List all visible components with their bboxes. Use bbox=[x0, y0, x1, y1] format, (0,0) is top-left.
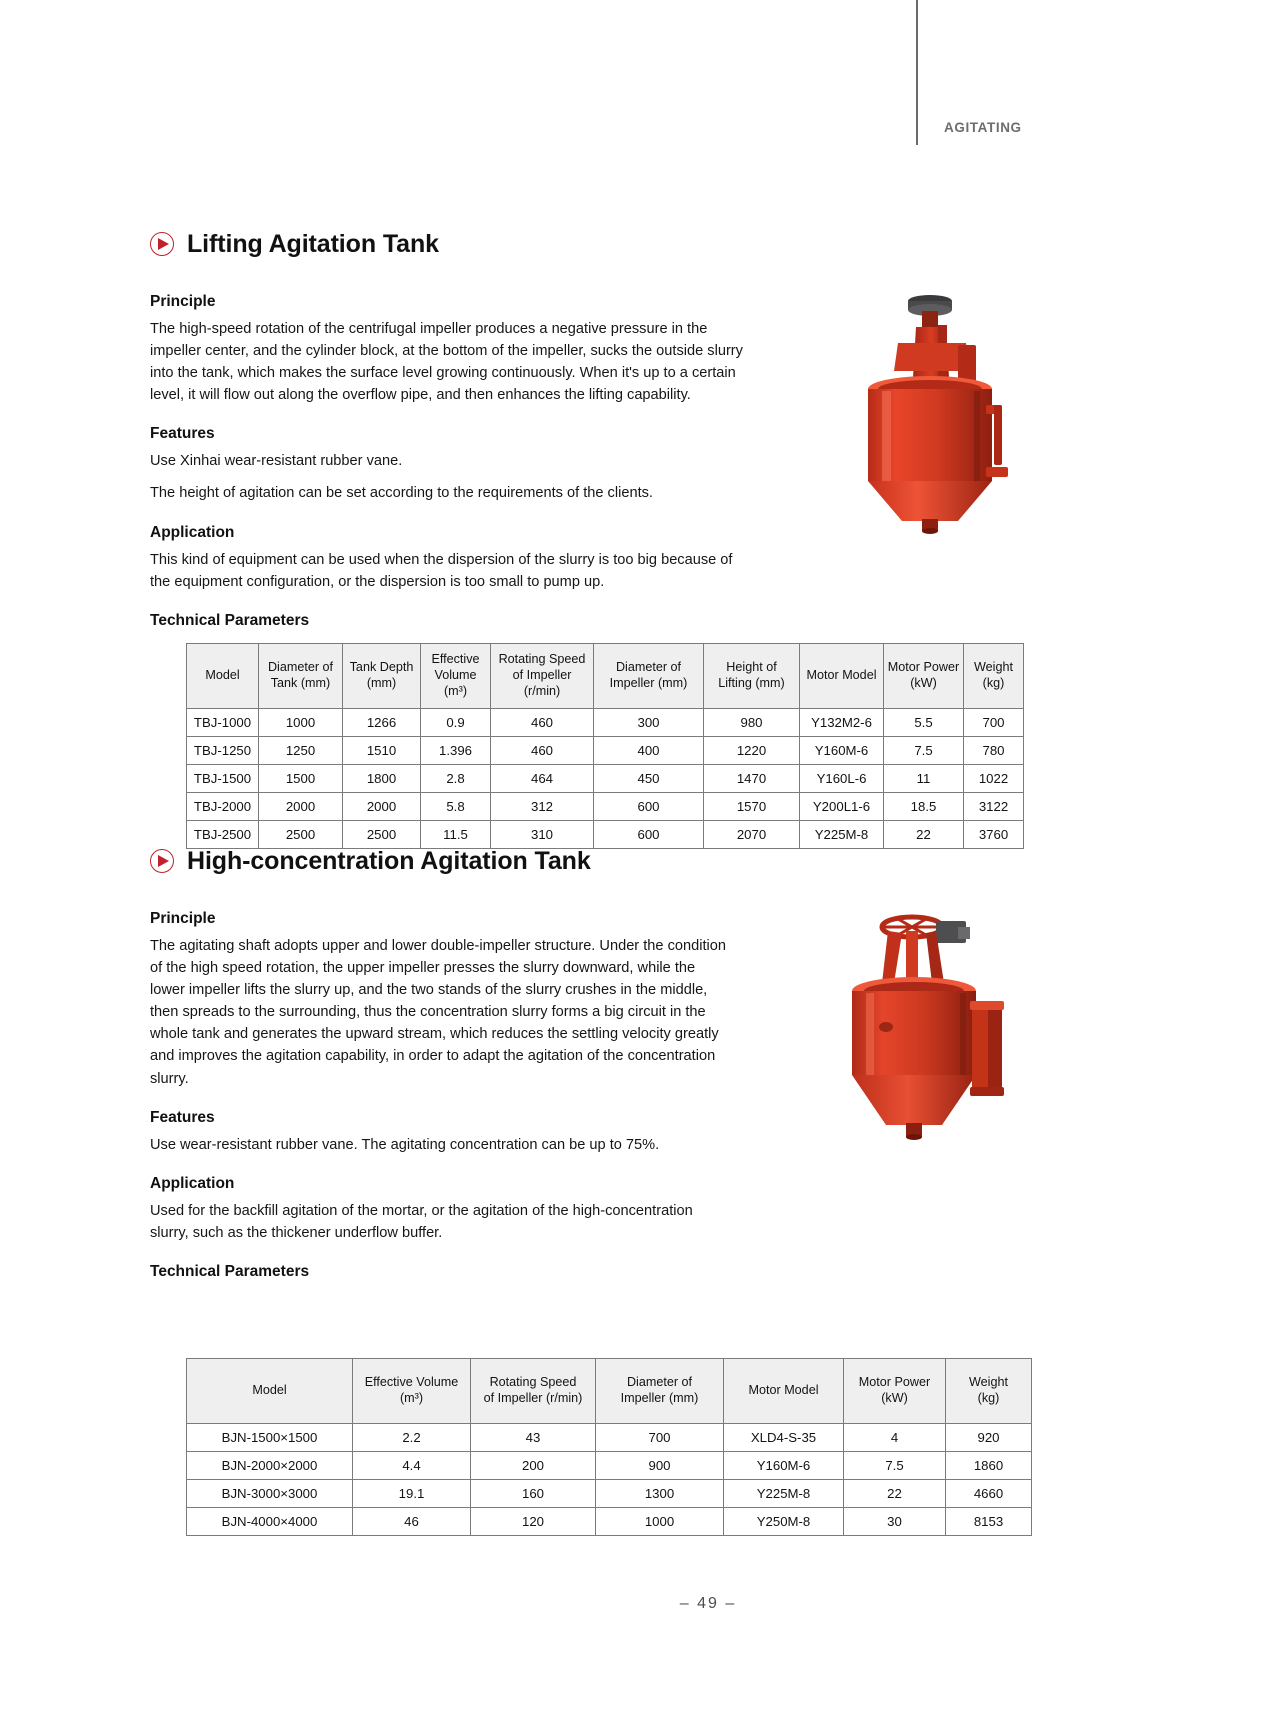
body-line: The high-speed rotation of the centrifugal impeller produces a negative pressure in the bbox=[150, 320, 708, 337]
column-header-line: Impeller (mm) bbox=[609, 676, 688, 690]
column-header-line: Impeller (mm) bbox=[620, 1391, 699, 1405]
principle-block bbox=[150, 293, 810, 407]
technical-parameters-table-highconc bbox=[186, 1358, 1011, 1536]
features-block bbox=[150, 425, 810, 504]
table-cell-0: BJN-1500×1500 bbox=[187, 1424, 353, 1452]
table-cell-9: 1022 bbox=[964, 765, 1024, 793]
table-cell-3: 11.5 bbox=[421, 821, 491, 849]
table-cell-8: 7.5 bbox=[884, 737, 964, 765]
principle-heading: Principle bbox=[150, 292, 216, 310]
table-cell-6: 8153 bbox=[946, 1508, 1032, 1536]
table-header-row bbox=[187, 1359, 1032, 1424]
table-cell-6: 1220 bbox=[704, 737, 800, 765]
column-header-5 bbox=[594, 644, 704, 709]
column-header-line: Effective bbox=[431, 652, 480, 667]
table-cell-4: Y160M-6 bbox=[724, 1452, 844, 1480]
table-cell-7: Y160L-6 bbox=[800, 765, 884, 793]
spec-table bbox=[186, 1358, 1032, 1536]
table-cell-8: 22 bbox=[884, 821, 964, 849]
table-cell-3: 5.8 bbox=[421, 793, 491, 821]
column-header-3 bbox=[421, 644, 491, 709]
body-line: the equipment configuration, or the dispersion is too small to pump up. bbox=[150, 573, 605, 590]
table-cell-3: 900 bbox=[596, 1452, 724, 1480]
table-cell-4: 464 bbox=[491, 765, 594, 793]
table-cell-7: Y200L1-6 bbox=[800, 793, 884, 821]
red-circle-arrow-icon bbox=[150, 849, 174, 873]
table-cell-4: 310 bbox=[491, 821, 594, 849]
table-cell-4: Y250M-8 bbox=[724, 1508, 844, 1536]
table-cell-1: 46 bbox=[353, 1508, 471, 1536]
table-cell-5: 7.5 bbox=[844, 1452, 946, 1480]
column-header-4 bbox=[724, 1359, 844, 1424]
table-cell-5: 400 bbox=[594, 737, 704, 765]
column-header-line: Lifting (mm) bbox=[718, 676, 785, 690]
table-cell-6: 1470 bbox=[704, 765, 800, 793]
column-header-line: Motor Model bbox=[748, 1383, 819, 1398]
table-cell-3: 0.9 bbox=[421, 709, 491, 737]
page-footer bbox=[0, 1595, 1276, 1613]
table-cell-0: TBJ-1500 bbox=[187, 765, 259, 793]
column-header-line: Diameter of bbox=[267, 660, 334, 675]
header-divider-line bbox=[916, 0, 918, 145]
section-title-row bbox=[150, 215, 1130, 274]
column-header-5 bbox=[844, 1359, 946, 1424]
application-text bbox=[150, 549, 805, 593]
body-line: Used for the backfill agitation of the mortar, or the agitation of the high-concentration bbox=[150, 1202, 693, 1219]
table-cell-5: 4 bbox=[844, 1424, 946, 1452]
body-line: into the tank, which makes the surface level growing continuously. When it's up to a certain bbox=[150, 364, 736, 381]
page-title: Lifting Agitation Tank bbox=[187, 229, 439, 258]
features-block bbox=[150, 1109, 795, 1156]
spec-table bbox=[186, 643, 1024, 849]
table-cell-3: 1000 bbox=[596, 1508, 724, 1536]
table-cell-5: 450 bbox=[594, 765, 704, 793]
column-header-4 bbox=[491, 644, 594, 709]
section-lifting-agitation-tank bbox=[150, 215, 1130, 637]
table-cell-9: 780 bbox=[964, 737, 1024, 765]
table-cell-2: 2000 bbox=[343, 793, 421, 821]
column-header-2 bbox=[471, 1359, 596, 1424]
body-line: of the high speed rotation, the upper impeller presses the slurry downward, while the bbox=[150, 959, 696, 976]
column-header-2 bbox=[343, 644, 421, 709]
column-header-line: (m³) bbox=[399, 1391, 424, 1405]
application-text bbox=[150, 1200, 795, 1244]
table-header-row bbox=[187, 644, 1024, 709]
table-row bbox=[187, 1480, 1032, 1508]
header-section-label: AGITATING bbox=[944, 120, 1022, 135]
table-cell-1: 4.4 bbox=[353, 1452, 471, 1480]
table-cell-8: 5.5 bbox=[884, 709, 964, 737]
application-block bbox=[150, 524, 810, 593]
table-cell-4: 460 bbox=[491, 737, 594, 765]
column-header-line: Height of bbox=[726, 660, 777, 675]
table-cell-1: 2.2 bbox=[353, 1424, 471, 1452]
table-body bbox=[187, 709, 1024, 849]
table-cell-8: 18.5 bbox=[884, 793, 964, 821]
table-cell-6: 4660 bbox=[946, 1480, 1032, 1508]
table-row bbox=[187, 765, 1024, 793]
features-heading: Features bbox=[150, 1108, 215, 1126]
table-cell-2: 120 bbox=[471, 1508, 596, 1536]
body-line: The height of agitation can be set according to the requirements of the clients. bbox=[150, 485, 653, 502]
table-cell-3: 1300 bbox=[596, 1480, 724, 1508]
page-title: High-concentration Agitation Tank bbox=[187, 846, 591, 875]
body-line: and improves the agitation capability, in order to adapt the agitation of the concentration bbox=[150, 1048, 716, 1065]
column-header-line: Rotating Speed bbox=[498, 652, 586, 667]
column-header-line: Weight bbox=[974, 660, 1013, 675]
table-cell-7: Y132M2-6 bbox=[800, 709, 884, 737]
principle-text bbox=[150, 318, 805, 407]
table-cell-9: 3122 bbox=[964, 793, 1024, 821]
table-cell-5: 600 bbox=[594, 793, 704, 821]
table-cell-0: BJN-3000×3000 bbox=[187, 1480, 353, 1508]
table-cell-1: 1000 bbox=[259, 709, 343, 737]
table-cell-4: 460 bbox=[491, 709, 594, 737]
table-cell-0: BJN-4000×4000 bbox=[187, 1508, 353, 1536]
features-text bbox=[150, 1134, 795, 1156]
column-header-line: (mm) bbox=[366, 676, 397, 690]
table-cell-8: 11 bbox=[884, 765, 964, 793]
table-cell-0: TBJ-2000 bbox=[187, 793, 259, 821]
table-cell-5: 22 bbox=[844, 1480, 946, 1508]
table-cell-4: 312 bbox=[491, 793, 594, 821]
body-line: Use wear-resistant rubber vane. The agitating concentration can be up to 75%. bbox=[150, 1136, 660, 1153]
application-heading: Application bbox=[150, 1174, 235, 1192]
body-line: lower impeller lifts the slurry up, and the two stands of the slurry crushes in the middle, bbox=[150, 981, 708, 998]
column-header-line: Weight bbox=[969, 1375, 1008, 1390]
technical-parameters-table-lifting bbox=[186, 643, 1011, 849]
column-header-9 bbox=[964, 644, 1024, 709]
column-header-line: Rotating Speed bbox=[489, 1375, 577, 1390]
table-cell-4: Y225M-8 bbox=[724, 1480, 844, 1508]
principle-text bbox=[150, 935, 795, 1090]
table-cell-2: 1266 bbox=[343, 709, 421, 737]
features-text bbox=[150, 450, 805, 504]
table-cell-1: 2000 bbox=[259, 793, 343, 821]
column-header-6 bbox=[704, 644, 800, 709]
page-number: – 49 – bbox=[679, 1595, 737, 1612]
column-header-8 bbox=[884, 644, 964, 709]
column-header-line: (m³) bbox=[443, 683, 468, 698]
technical-parameters-heading: Technical Parameters bbox=[150, 611, 310, 629]
column-header-line: Effective Volume bbox=[364, 1375, 459, 1390]
column-header-line: Motor Power bbox=[887, 660, 960, 675]
body-line: slurry. bbox=[150, 1070, 189, 1087]
features-heading: Features bbox=[150, 425, 215, 443]
table-cell-3: 2.8 bbox=[421, 765, 491, 793]
section-high-concentration-agitation-tank bbox=[150, 832, 1130, 1288]
table-cell-6: 1570 bbox=[704, 793, 800, 821]
page-header bbox=[916, 0, 1276, 150]
table-cell-5: 600 bbox=[594, 821, 704, 849]
column-header-line: (r/min) bbox=[523, 683, 561, 698]
table-cell-7: Y225M-8 bbox=[800, 821, 884, 849]
column-header-1 bbox=[353, 1359, 471, 1424]
table-head bbox=[187, 644, 1024, 709]
column-header-line: (kW) bbox=[881, 1391, 908, 1405]
table-head bbox=[187, 1359, 1032, 1424]
table-cell-1: 1250 bbox=[259, 737, 343, 765]
column-header-0 bbox=[187, 1359, 353, 1424]
table-row bbox=[187, 737, 1024, 765]
table-cell-2: 1800 bbox=[343, 765, 421, 793]
table-cell-5: 30 bbox=[844, 1508, 946, 1536]
body-line: This kind of equipment can be used when the dispersion of the slurry is too big because of bbox=[150, 551, 733, 568]
table-cell-2: 160 bbox=[471, 1480, 596, 1508]
table-cell-2: 43 bbox=[471, 1424, 596, 1452]
table-cell-5: 300 bbox=[594, 709, 704, 737]
table-cell-9: 3760 bbox=[964, 821, 1024, 849]
column-header-line: Motor Power bbox=[858, 1375, 931, 1390]
table-cell-4: XLD4-S-35 bbox=[724, 1424, 844, 1452]
table-cell-0: BJN-2000×2000 bbox=[187, 1452, 353, 1480]
column-header-line: (kW) bbox=[910, 676, 937, 690]
application-block bbox=[150, 1175, 795, 1244]
red-circle-arrow-icon bbox=[150, 232, 174, 256]
column-header-3 bbox=[596, 1359, 724, 1424]
body-line: The agitating shaft adopts upper and lower double-impeller structure. Under the condition bbox=[150, 937, 726, 954]
body-line: level, it will flow out along the overflow pipe, and then enhances the lifting capability. bbox=[150, 387, 691, 404]
table-row bbox=[187, 1452, 1032, 1480]
body-line: then spreads to the surrounding, thus the concentration slurry forms a big circuit in the bbox=[150, 1004, 706, 1021]
table-cell-7: Y160M-6 bbox=[800, 737, 884, 765]
table-cell-6: 2070 bbox=[704, 821, 800, 849]
table-cell-2: 2500 bbox=[343, 821, 421, 849]
principle-heading: Principle bbox=[150, 909, 216, 927]
table-cell-0: TBJ-1000 bbox=[187, 709, 259, 737]
column-header-7 bbox=[800, 644, 884, 709]
table-cell-1: 1500 bbox=[259, 765, 343, 793]
technical-parameters-heading: Technical Parameters bbox=[150, 1263, 310, 1281]
table-cell-6: 980 bbox=[704, 709, 800, 737]
table-cell-6: 920 bbox=[946, 1424, 1032, 1452]
table-cell-6: 1860 bbox=[946, 1452, 1032, 1480]
column-header-line: Volume bbox=[434, 668, 477, 683]
body-line: Use Xinhai wear-resistant rubber vane. bbox=[150, 453, 403, 470]
table-cell-0: TBJ-1250 bbox=[187, 737, 259, 765]
table-cell-2: 200 bbox=[471, 1452, 596, 1480]
column-header-line: Tank (mm) bbox=[270, 676, 331, 690]
column-header-line: Motor Model bbox=[806, 668, 877, 683]
column-header-1 bbox=[259, 644, 343, 709]
column-header-line: of Impeller bbox=[512, 668, 572, 683]
table-row bbox=[187, 1508, 1032, 1536]
body-line: slurry, such as the thickener underflow buffer. bbox=[150, 1225, 443, 1242]
section-title-row bbox=[150, 832, 1130, 891]
column-header-line: Diameter of bbox=[626, 1375, 693, 1390]
column-header-line: (kg) bbox=[977, 1391, 1000, 1405]
table-row bbox=[187, 1424, 1032, 1452]
table-cell-1: 2500 bbox=[259, 821, 343, 849]
column-header-line: Diameter of bbox=[615, 660, 682, 675]
table-cell-9: 700 bbox=[964, 709, 1024, 737]
column-header-line: Model bbox=[205, 668, 240, 683]
table-cell-3: 700 bbox=[596, 1424, 724, 1452]
table-cell-1: 19.1 bbox=[353, 1480, 471, 1508]
table-cell-2: 1510 bbox=[343, 737, 421, 765]
body-line: impeller center, and the cylinder block, at the bottom of the impeller, sucks the outside slurry bbox=[150, 342, 743, 359]
table-cell-3: 1.396 bbox=[421, 737, 491, 765]
column-header-line: Tank Depth bbox=[349, 660, 414, 675]
table-cell-0: TBJ-2500 bbox=[187, 821, 259, 849]
table-row bbox=[187, 709, 1024, 737]
table-row bbox=[187, 793, 1024, 821]
column-header-6 bbox=[946, 1359, 1032, 1424]
column-header-line: of Impeller (r/min) bbox=[483, 1391, 583, 1405]
body-line: whole tank and generates the upward stream, which reduces the settling velocity greatly bbox=[150, 1026, 719, 1043]
column-header-0 bbox=[187, 644, 259, 709]
column-header-line: Model bbox=[252, 1383, 287, 1398]
table-body bbox=[187, 1424, 1032, 1536]
principle-block bbox=[150, 910, 795, 1090]
application-heading: Application bbox=[150, 523, 235, 541]
column-header-line: (kg) bbox=[982, 676, 1005, 690]
